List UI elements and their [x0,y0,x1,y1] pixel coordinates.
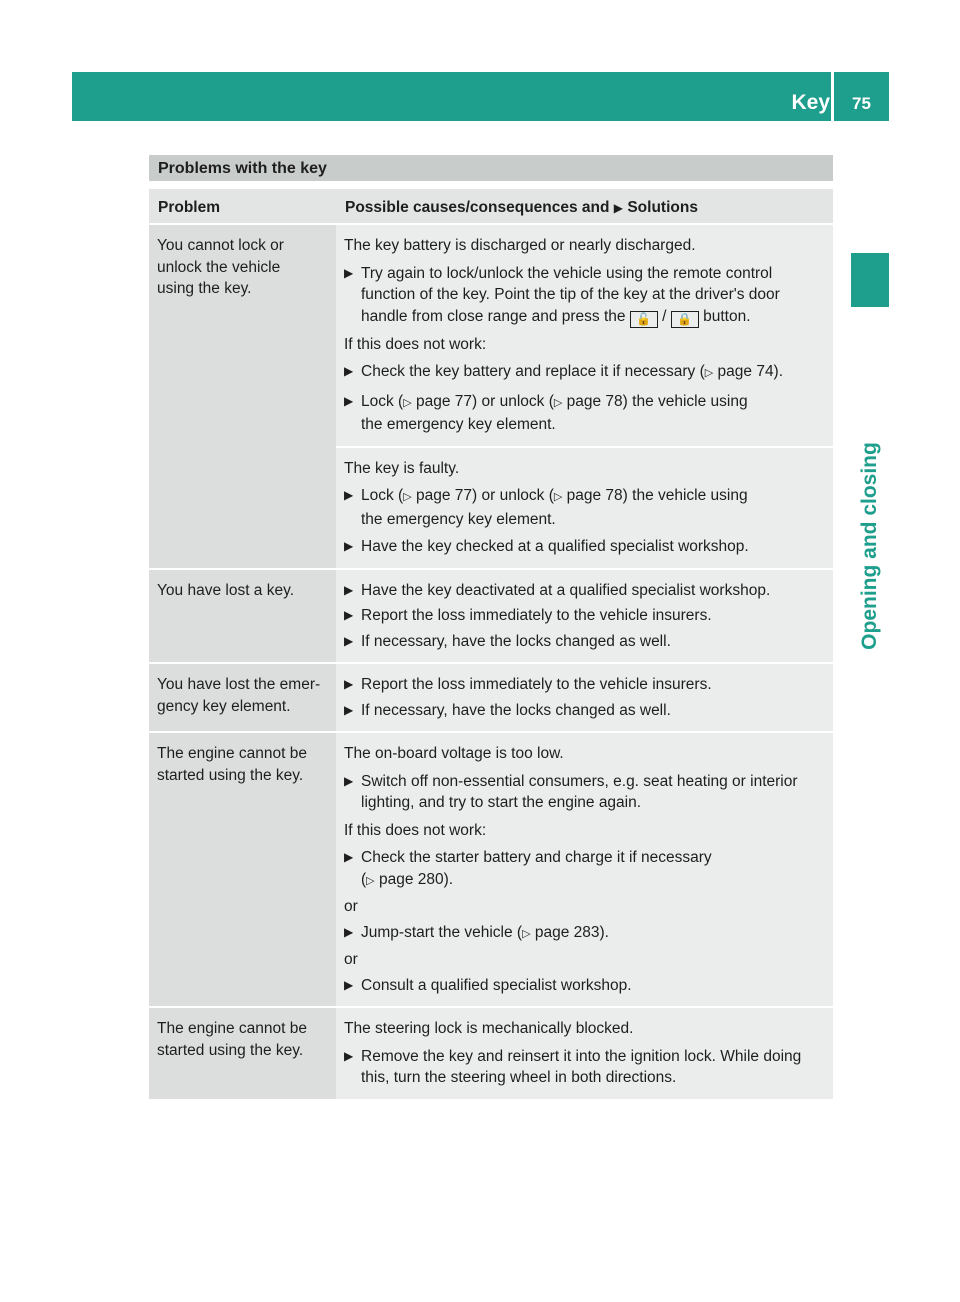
step-text: Check the key battery and replace it if necessary ( [361,363,705,380]
arrow-right-icon: ▶ [344,539,354,553]
column-header-problem: Problem [149,189,336,223]
page-title: Key [791,91,830,114]
arrow-right-icon: ▶ [344,850,354,864]
page-pointer-icon: ▷ [403,396,412,409]
table-row-problem [149,1008,336,1099]
step-line: Remove the key and reinsert it into the ignition lock. While doing [361,1047,802,1065]
page-number: 75 [852,94,871,113]
problem-line: The engine cannot be [157,1020,307,1037]
solution-block [336,664,833,731]
problem-line: using the key. [157,280,252,297]
step-line: the emergency key element. [361,510,556,528]
solution-step [344,771,829,814]
step-line: function of the key. Point the tip of the key at the driver's door [361,286,780,303]
cause-text: The key is faulty. [344,459,460,477]
arrow-right-icon: ▶ [344,393,354,408]
cause-text: The steering lock is mechanically blocked. [344,1020,634,1037]
table-row-solutions [336,664,833,731]
cause-text: The on-board voltage is too low. [344,745,564,762]
step-line: the emergency key element. [361,416,556,433]
solution-step [344,580,829,602]
arrow-right-icon: ▶ [344,608,354,622]
table-row-problem [149,570,336,663]
solution-step [344,847,829,892]
page-pointer-icon: ▷ [704,367,714,379]
section-label: Opening and closing [858,442,881,650]
table-row-problem [149,225,336,568]
arrow-right-icon: ▶ [344,924,354,939]
column-header-solutions-label: Solutions [627,199,698,216]
cause-text: The key battery is discharged or nearly discharged. [344,237,696,254]
arrow-right-icon: ▶ [344,488,354,502]
arrow-right-icon: ▶ [344,677,354,691]
lock-icon: 🔒 [671,311,699,328]
table-title: Problems with the key [149,155,833,181]
step-text: Lock ( [361,487,404,504]
step-line: Switch off non-essential consumers, e.g. seat heating or interior [361,772,798,790]
step-line [361,391,829,415]
step-line: Consult a qualified specialist workshop. [361,976,632,994]
step-text: page 77) or unlock ( [416,392,554,410]
step-line [361,361,829,385]
table-row-problem [149,664,336,731]
step-line: lighting, and try to start the engine again. [361,794,642,811]
side-tab-marker [851,253,889,307]
step-line: Have the key checked at a qualified specialist workshop. [361,538,749,555]
solution-step [344,674,829,696]
or-text: or [344,898,358,915]
solution-step [344,263,829,328]
solution-step [344,485,829,530]
step-line: Check the starter battery and charge it if necessary [361,849,712,866]
or-text: or [344,951,358,968]
step-text: handle from close range and press the [361,307,626,325]
step-line: Report the loss immediately to the vehicle insurers. [361,676,712,693]
problem-line: gency key element. [157,697,291,715]
solution-block [336,225,833,446]
solution-block [336,733,833,1006]
condition-text: If this does not work: [344,821,487,839]
solution-step [344,631,829,653]
page-pointer-icon: ▷ [553,396,563,409]
solution-step [344,536,829,558]
step-line: Report the loss immediately to the vehicle insurers. [361,607,712,624]
step-line: If necessary, have the locks changed as well. [361,632,671,650]
arrow-right-icon: ▶ [344,582,354,597]
step-text: Lock ( [361,392,404,410]
solution-step [344,361,829,385]
solution-step [344,1046,829,1089]
step-line: Try again to lock/unlock the vehicle using the remote control [361,264,773,282]
table-row-problem [149,733,336,1006]
step-text: page 78) the vehicle using [566,392,748,410]
arrow-right-icon: ▶ [344,633,354,648]
solution-block [336,1008,833,1099]
problem-line: unlock the vehicle [157,258,281,276]
step-line [361,922,829,946]
step-text: page 78) the vehicle using [566,487,748,504]
solution-block [336,448,833,568]
step-text: page 77) or unlock ( [416,487,554,504]
step-text: Jump-start the vehicle ( [361,923,523,941]
table-row-solutions [336,570,833,663]
problem-line: You have lost a key. [157,581,295,599]
problem-line: started using the key. [157,766,304,784]
step-text: button. [703,307,751,325]
arrow-right-icon: ▶ [613,201,624,215]
problem-line: You have lost the emer- [157,676,321,693]
arrow-right-icon: ▶ [344,773,354,788]
step-line: If necessary, have the locks changed as well. [361,701,671,719]
solution-block [336,570,833,663]
step-text: / [662,307,667,325]
problems-table [149,189,833,1099]
page-pointer-icon: ▷ [522,927,531,940]
table-row-solutions [336,225,833,568]
step-line [361,485,829,509]
arrow-right-icon: ▶ [344,1048,354,1063]
step-text: page 74). [717,363,784,380]
step-line: Have the key deactivated at a qualified specialist workshop. [361,581,771,599]
solution-step [344,922,829,946]
page-pointer-icon: ▷ [366,874,375,887]
arrow-right-icon: ▶ [344,265,354,280]
arrow-right-icon: ▶ [344,977,354,992]
step-text: ( [361,870,367,888]
problem-line: The engine cannot be [157,745,307,762]
step-text: page 280). [378,870,454,888]
step-line [361,306,829,328]
condition-text: If this does not work: [344,335,487,353]
problem-line: You cannot lock or [157,237,284,254]
step-text: page 283). [534,923,609,941]
arrow-right-icon: ▶ [344,364,354,378]
problem-line: started using the key. [157,1041,304,1059]
column-header-solutions-text: Possible causes/consequences and [345,199,610,216]
unlock-icon: 🔓 [630,311,658,328]
page-pointer-icon: ▷ [403,491,412,503]
solution-step [344,391,829,436]
step-line [361,869,829,893]
step-line: this, turn the steering wheel in both directions. [361,1069,677,1086]
table-row-solutions [336,1008,833,1099]
table-row-solutions [336,733,833,1006]
page-pointer-icon: ▷ [553,491,563,503]
solution-step [344,700,829,722]
solution-step [344,605,829,627]
column-header-solutions [336,189,833,223]
arrow-right-icon: ▶ [344,702,354,717]
solution-step [344,975,829,997]
